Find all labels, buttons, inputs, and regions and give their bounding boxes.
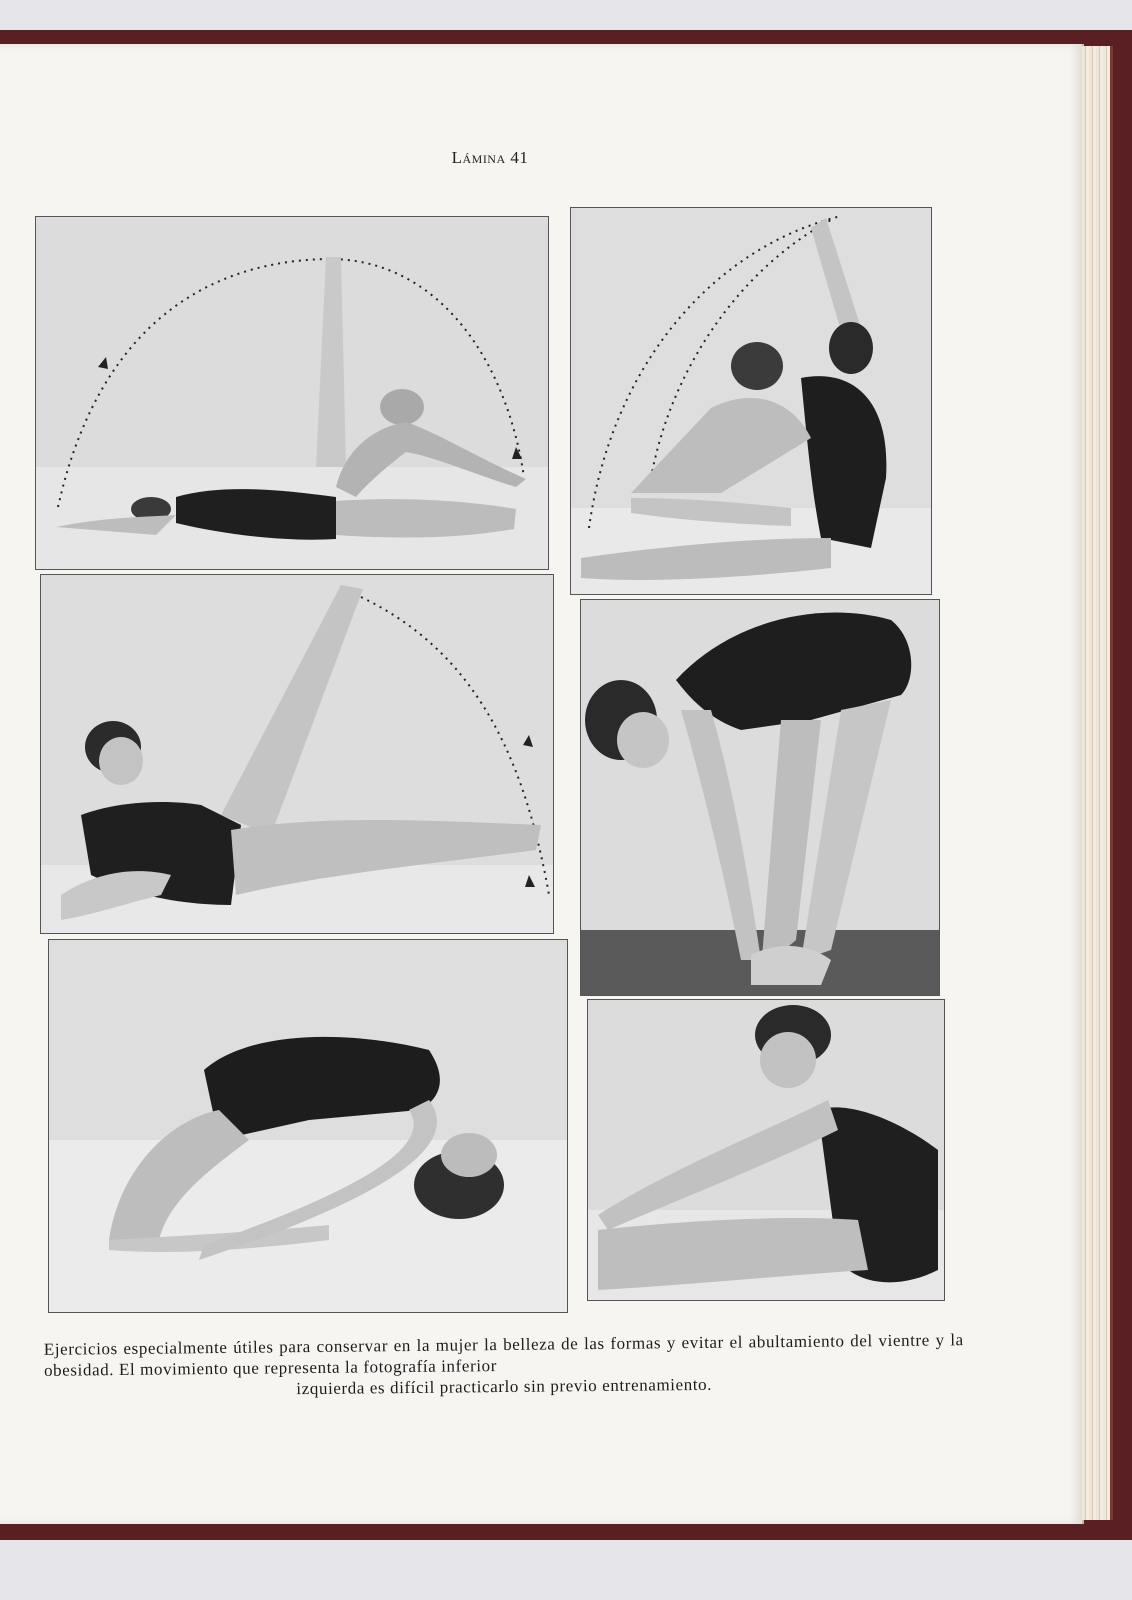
caption-line-2: izquierda es difícil practicarlo sin previo entrenamiento. <box>296 1374 713 1399</box>
photo-bottom-left <box>48 939 568 1313</box>
caption-line-1: Ejercicios especialmente útiles para conservar en la mujer la belleza de las formas y evitar el abultamiento del vientre y la obesidad. El movimiento que representa la fotografía inferior <box>43 1330 964 1380</box>
photo-top-right <box>570 207 932 595</box>
plate-title: Lámina 41 <box>451 148 529 167</box>
plate-caption <box>44 1329 965 1402</box>
photo-top-left <box>35 216 549 570</box>
photo-middle-right <box>580 599 940 996</box>
page-edges <box>1082 46 1113 1520</box>
book-page <box>0 44 1084 1524</box>
photo-bottom-right <box>587 999 945 1301</box>
photo-middle-left <box>40 574 554 934</box>
